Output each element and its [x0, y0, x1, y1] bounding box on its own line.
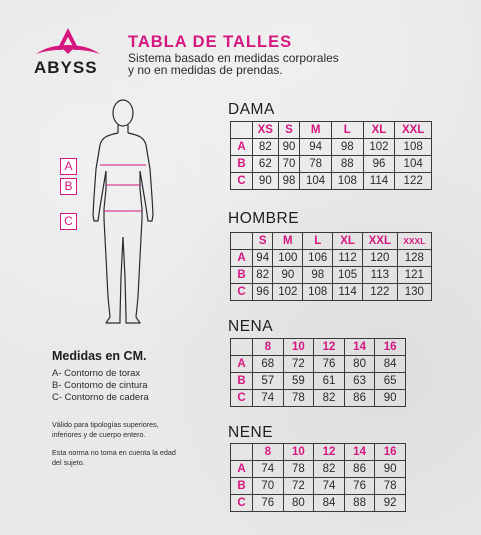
row-label: B [231, 267, 253, 284]
table-row [231, 461, 406, 478]
table-row [231, 173, 432, 190]
table-cell: 122 [363, 284, 398, 301]
table-cell: 96 [253, 284, 273, 301]
table-row [231, 284, 432, 301]
size-header: 12 [314, 339, 345, 356]
table-cell: 96 [363, 156, 395, 173]
table-cell: 82 [253, 139, 279, 156]
table-cell: 90 [375, 390, 406, 407]
table-cell: 76 [253, 495, 284, 512]
table-cell: 114 [333, 284, 363, 301]
table-cell: 122 [395, 173, 432, 190]
table-cell: 106 [303, 250, 333, 267]
row-label: C [231, 284, 253, 301]
table-cell: 74 [253, 390, 284, 407]
row-label: B [231, 373, 253, 390]
table-cell: 61 [314, 373, 345, 390]
table-cell: 128 [397, 250, 431, 267]
table-corner-cell [231, 122, 253, 139]
row-label: C [231, 495, 253, 512]
table-cell: 65 [375, 373, 406, 390]
table-cell: 57 [253, 373, 284, 390]
size-header: M [300, 122, 332, 139]
legend-item: C- Contorno de cadera [52, 392, 149, 403]
table-cell: 76 [344, 478, 375, 495]
page-subtitle [128, 52, 388, 76]
table-cell: 78 [283, 461, 314, 478]
size-header: 12 [314, 444, 345, 461]
size-header: 8 [253, 444, 284, 461]
table-cell: 90 [273, 267, 303, 284]
legend-item: B- Contorno de cintura [52, 380, 148, 391]
table-header-row [231, 339, 406, 356]
note-line: inferiores y de cuerpo entero. [52, 430, 146, 439]
note-line: del sujeto. [52, 458, 85, 467]
table-row [231, 390, 406, 407]
body-outline-illustration [80, 97, 190, 332]
table-cell: 86 [344, 390, 375, 407]
row-label: A [231, 356, 253, 373]
table-corner-cell [231, 233, 253, 250]
size-header: M [273, 233, 303, 250]
measure-label-a: A [60, 158, 77, 175]
size-header: L [331, 122, 363, 139]
table-cell: 74 [314, 478, 345, 495]
subtitle-line: y no en medidas de prendas. [128, 63, 283, 77]
size-header: 16 [375, 444, 406, 461]
table-cell: 63 [344, 373, 375, 390]
table-cell: 98 [331, 139, 363, 156]
table-cell: 90 [375, 461, 406, 478]
table-cell: 84 [314, 495, 345, 512]
note-line: Esta norma no toma en cuenta la edad [52, 448, 176, 457]
table-cell: 84 [375, 356, 406, 373]
page-title: TABLA DE TALLES [128, 33, 293, 51]
table-cell: 108 [303, 284, 333, 301]
table-cell: 76 [314, 356, 345, 373]
size-header: S [253, 233, 273, 250]
size-header: L [303, 233, 333, 250]
table-cell: 62 [253, 156, 279, 173]
table-cell: 82 [314, 461, 345, 478]
legend-item: A- Contorno de torax [52, 368, 141, 379]
brand-name: ABYSS [34, 58, 98, 77]
table-cell: 70 [253, 478, 284, 495]
size-header: 14 [344, 444, 375, 461]
size-header: XS [253, 122, 279, 139]
section-title-hombre: HOMBRE [228, 210, 300, 227]
size-header: XL [363, 122, 395, 139]
table-cell: 108 [395, 139, 432, 156]
size-header: 10 [283, 444, 314, 461]
table-cell: 90 [278, 139, 300, 156]
table-cell: 98 [303, 267, 333, 284]
note-line: Válido para tipologías superiores, [52, 420, 159, 429]
table-cell: 120 [363, 250, 398, 267]
table-cell: 72 [283, 478, 314, 495]
table-row [231, 356, 406, 373]
table-corner-cell [231, 444, 253, 461]
table-row [231, 250, 432, 267]
table-cell: 114 [363, 173, 395, 190]
size-table-nene [230, 443, 406, 512]
section-title-nena: NENA [228, 318, 274, 335]
table-cell: 100 [273, 250, 303, 267]
size-table-hombre [230, 232, 432, 301]
table-cell: 78 [300, 156, 332, 173]
table-header-row [231, 122, 432, 139]
row-label: C [231, 173, 253, 190]
table-cell: 112 [333, 250, 363, 267]
size-table-dama [230, 121, 432, 190]
table-cell: 80 [344, 356, 375, 373]
table-cell: 70 [278, 156, 300, 173]
validity-note [52, 420, 222, 440]
table-cell: 113 [363, 267, 398, 284]
row-label: C [231, 390, 253, 407]
size-header: 14 [344, 339, 375, 356]
table-cell: 82 [253, 267, 273, 284]
table-cell: 80 [283, 495, 314, 512]
table-cell: 102 [273, 284, 303, 301]
legend-title: Medidas en CM. [52, 349, 147, 363]
size-header: 10 [283, 339, 314, 356]
table-cell: 108 [331, 173, 363, 190]
subtitle-line: Sistema basado en medidas corporales [128, 51, 339, 65]
table-cell: 92 [375, 495, 406, 512]
size-header: 8 [253, 339, 284, 356]
table-cell: 102 [363, 139, 395, 156]
table-corner-cell [231, 339, 253, 356]
table-cell: 98 [278, 173, 300, 190]
table-cell: 105 [333, 267, 363, 284]
row-label: B [231, 478, 253, 495]
table-cell: 74 [253, 461, 284, 478]
table-row [231, 495, 406, 512]
table-cell: 59 [283, 373, 314, 390]
section-title-nene: NENE [228, 424, 274, 441]
table-cell: 88 [331, 156, 363, 173]
size-table-nena [230, 338, 406, 407]
table-cell: 78 [283, 390, 314, 407]
table-cell: 104 [395, 156, 432, 173]
table-cell: 90 [253, 173, 279, 190]
row-label: B [231, 156, 253, 173]
table-cell: 130 [397, 284, 431, 301]
row-label: A [231, 139, 253, 156]
size-header: 16 [375, 339, 406, 356]
row-label: A [231, 250, 253, 267]
table-row [231, 139, 432, 156]
table-cell: 72 [283, 356, 314, 373]
table-cell: 104 [300, 173, 332, 190]
section-title-dama: DAMA [228, 101, 275, 118]
age-note [52, 448, 222, 468]
table-cell: 88 [344, 495, 375, 512]
measure-label-c: C [60, 213, 77, 230]
measure-label-b: B [60, 178, 77, 195]
table-cell: 68 [253, 356, 284, 373]
table-cell: 78 [375, 478, 406, 495]
table-row [231, 267, 432, 284]
size-header: S [278, 122, 300, 139]
table-row [231, 373, 406, 390]
table-cell: 82 [314, 390, 345, 407]
size-header: XXL [395, 122, 432, 139]
table-row [231, 478, 406, 495]
table-cell: 94 [300, 139, 332, 156]
table-header-row [231, 233, 432, 250]
table-header-row [231, 444, 406, 461]
size-header: XL [333, 233, 363, 250]
table-cell: 86 [344, 461, 375, 478]
table-cell: 94 [253, 250, 273, 267]
row-label: A [231, 461, 253, 478]
size-header: XXXL [397, 233, 431, 250]
table-row [231, 156, 432, 173]
size-header: XXL [363, 233, 398, 250]
table-cell: 121 [397, 267, 431, 284]
